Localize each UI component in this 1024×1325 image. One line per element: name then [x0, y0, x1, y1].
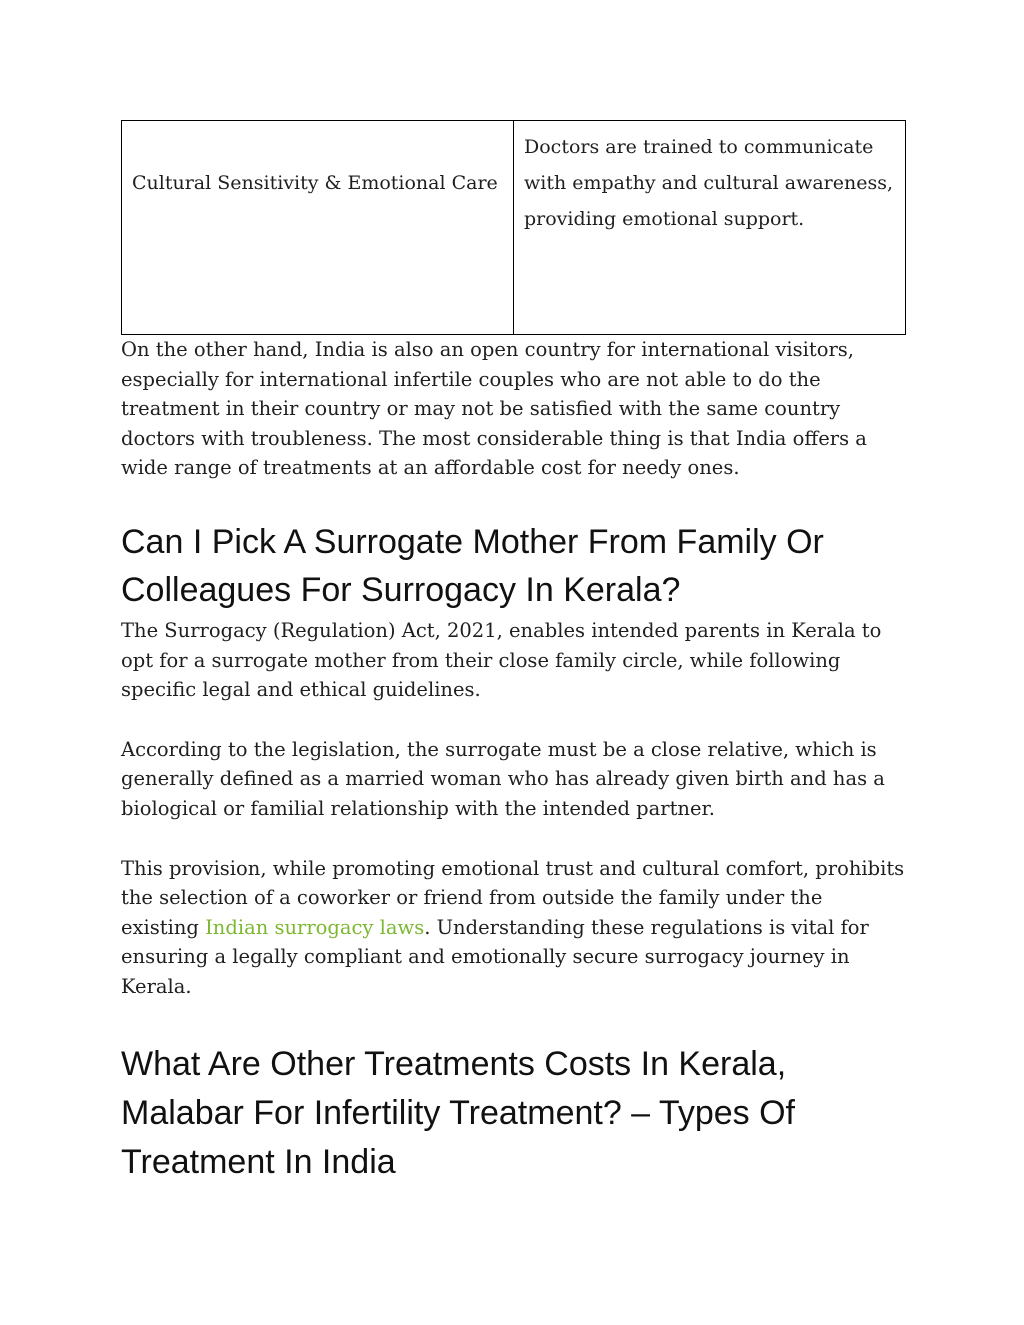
- section-heading-treatment-costs: What Are Other Treatments Costs In Kerala, Malabar For Infertility Treatment? – Types Of Treatment In India: [121, 1044, 795, 1181]
- table-cell-description: Doctors are trained to communicate with empathy and cultural awareness, providing emotional support.: [514, 121, 906, 335]
- info-table: [121, 120, 906, 335]
- provision-text-end: . Understanding these regulations is vital for ensuring a legally compliant and emotionally secure surrogacy journey in Kerala.: [121, 915, 869, 998]
- paragraph-legislation: According to the legislation, the surrogate must be a close relative, which is generally defined as a married woman who has already given birth and has a biological or familial relationship with the intended partner.: [121, 737, 885, 820]
- intro-paragraph: On the other hand, India is also an open country for international visitors, especially for international infertile couples who are not able to do the treatment in their country or may not be satisfied with the same country doctors with troubleness. The most considerable thing is that India offers a wide range of treatments at an affordable cost for needy ones.: [121, 338, 867, 480]
- paragraph-regulation-act: The Surrogacy (Regulation) Act, 2021, enables intended parents in Kerala to opt for a surrogate mother from their close family circle, while following specific legal and ethical guidelines.: [121, 618, 882, 702]
- indian-surrogacy-laws-link[interactable]: Indian surrogacy laws: [205, 915, 425, 939]
- table-cell-feature: Cultural Sensitivity & Emotional Care: [122, 121, 514, 335]
- provision-text-start: This provision, while promoting emotional trust and cultural comfort, prohibits the selection of a coworker or friend from outside the family under the existing: [121, 856, 905, 939]
- table-row: [122, 121, 906, 335]
- section-heading-surrogate-family: Can I Pick A Surrogate Mother From Family Or Colleagues For Surrogacy In Kerala?: [121, 522, 824, 609]
- paragraph-provision: [121, 854, 905, 1002]
- document-page: [121, 120, 905, 1187]
